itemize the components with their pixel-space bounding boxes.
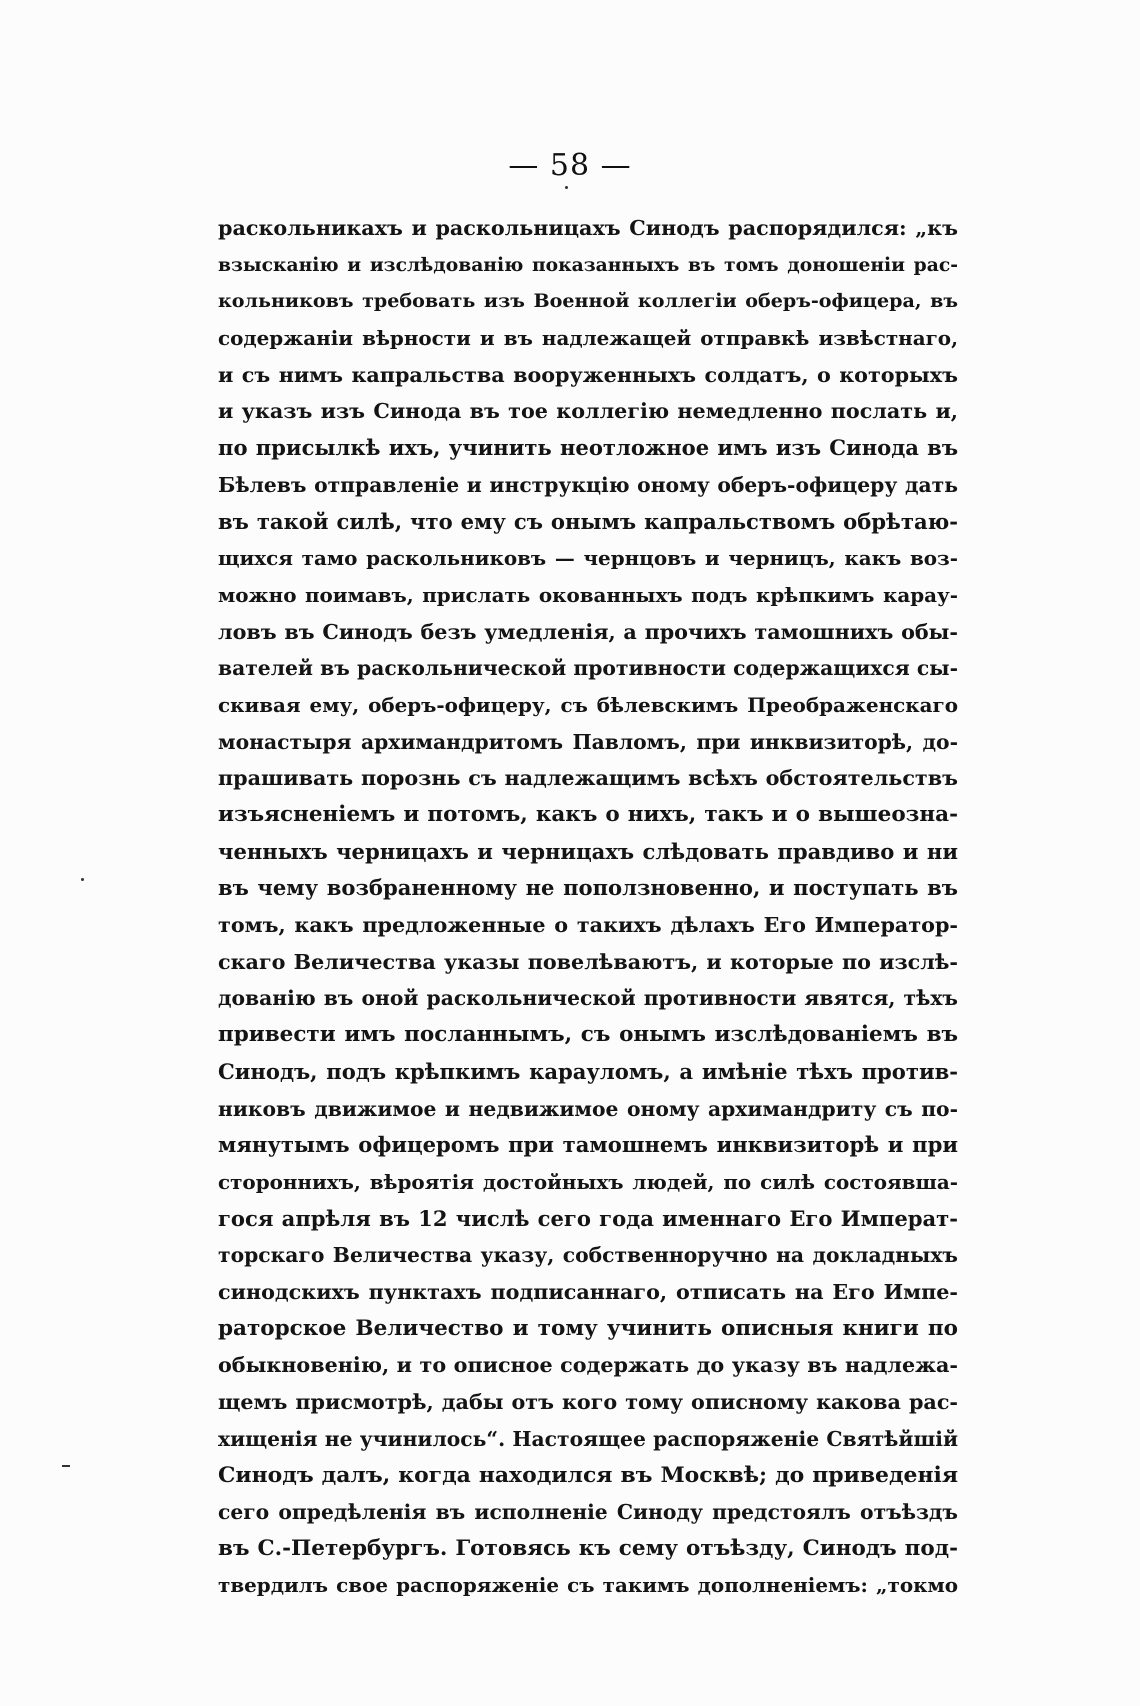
text-line: въ чему возбраненному не поползновенно, и поступать въ	[218, 875, 958, 901]
text-line: дованію въ оной раскольнической противности явятся, тѣхъ	[218, 986, 958, 1011]
text-line: содержаніи вѣрности и въ надлежащей отправкѣ извѣстнаго,	[218, 326, 958, 351]
text-line: щихся тамо раскольниковъ — чернцовъ и черницъ, какъ воз-	[218, 546, 958, 571]
text-line: никовъ движимое и недвижимое оному архимандриту съ по-	[218, 1096, 958, 1121]
text-line: ченныхъ черницахъ и черницахъ слѣдовать правдиво и ни	[218, 838, 958, 864]
text-line: томъ, какъ предложенные о такихъ дѣлахъ Его Император-	[218, 913, 958, 938]
text-line: въ С.-Петербургъ. Готовясь къ сему отъѣзду, Синодъ под-	[218, 1535, 958, 1561]
print-speck	[62, 1465, 70, 1467]
text-line: прашивать порознь съ надлежащимъ всѣхъ обстоятельствъ	[218, 766, 958, 791]
text-line: привести имъ посланнымъ, съ онымъ изслѣдованіемъ въ	[218, 1022, 958, 1048]
text-line: стороннихъ, вѣроятія достойныхъ людей, по силѣ состоявша-	[218, 1169, 958, 1194]
body-text	[218, 210, 958, 1604]
text-line: Синодъ далъ, когда находился въ Москвѣ; до приведенія	[218, 1462, 958, 1489]
text-line: раскольникахъ и раскольницахъ Синодъ распорядился: „къ	[218, 216, 958, 240]
text-line: въ такой силѣ, что ему съ онымъ капральствомъ обрѣтаю-	[218, 508, 958, 534]
text-line: раторское Величество и тому учинить описныя книги по	[218, 1315, 958, 1341]
text-line: по присылкѣ ихъ, учинить неотложное имъ изъ Синода въ	[218, 435, 958, 461]
text-line: гося апрѣля въ 12 числѣ сего года именнаго Его Императ-	[218, 1205, 958, 1231]
text-line: скаго Величества указы повелѣваютъ, и которые по изслѣ-	[218, 949, 958, 974]
page-number: — 58 —	[508, 148, 632, 183]
text-line: монастыря архимандритомъ Павломъ, при инквизиторѣ, до-	[218, 729, 958, 754]
text-line: обыкновенію, и то описное содержать до указу въ надлежа-	[218, 1353, 958, 1378]
text-line: взысканію и изслѣдованію показанныхъ въ томъ доношеніи рас-	[218, 253, 958, 276]
text-line: вателей въ раскольнической противности содержащихся сы-	[218, 656, 958, 681]
text-line: мянутымъ офицеромъ при тамошнемъ инквизиторѣ и при	[218, 1132, 958, 1158]
text-line: и указъ изъ Синода въ тое коллегію немедленно послать и,	[218, 399, 958, 424]
text-line: кольниковъ требовать изъ Военной коллегіи оберъ-офицера, въ	[218, 289, 958, 313]
text-line: скивая ему, оберъ-офицеру, съ бѣлевскимъ Преображенскаго	[218, 692, 958, 717]
text-line: ловъ въ Синодъ безъ умедленія, а прочихъ тамошнихъ обы-	[218, 619, 958, 644]
print-speck	[565, 186, 568, 189]
text-line: торскаго Величества указу, собственноручно на докладныхъ	[218, 1243, 958, 1268]
text-line: сего опредѣленія въ исполненіе Синоду предстоялъ отъѣздъ	[218, 1500, 958, 1525]
text-line: Синодъ, подъ крѣпкимъ карауломъ, а имѣніе тѣхъ против-	[218, 1058, 958, 1084]
text-line: хищенія не учинилось“. Настоящее распоряженіе Святѣйшій	[218, 1426, 958, 1451]
text-line: и съ нимъ капральства вооруженныхъ солдатъ, о которыхъ	[218, 362, 958, 387]
text-line: Бѣлевъ отправленіе и инструкцію оному оберъ-офицеру дать	[218, 472, 958, 497]
text-line: твердилъ свое распоряженіе съ такимъ дополненіемъ: „токмо	[218, 1573, 958, 1598]
text-line: щемъ присмотрѣ, дабы отъ кого тому описному какова рас-	[218, 1390, 958, 1414]
text-line: изъясненіемъ и потомъ, какъ о нихъ, такъ и о вышеозна-	[218, 802, 958, 827]
text-line: можно поимавъ, прислать окованныхъ подъ крѣпкимъ карау-	[218, 582, 958, 607]
print-speck	[81, 878, 84, 881]
text-line: синодскихъ пунктахъ подписаннаго, отписать на Его Импе-	[218, 1279, 958, 1304]
